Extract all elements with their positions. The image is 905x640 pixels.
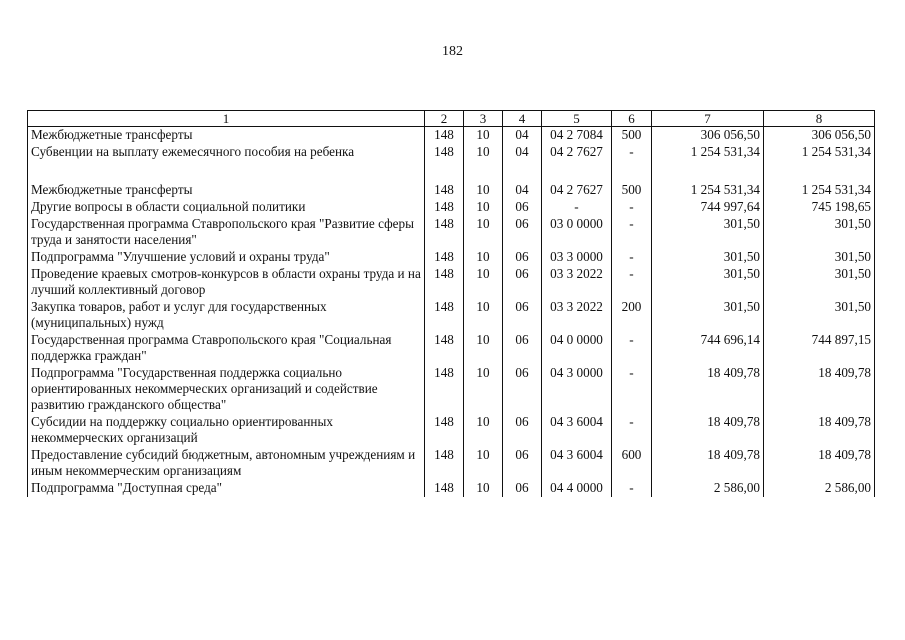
table-row (28, 299, 875, 332)
row-col-3: 10 (464, 299, 503, 332)
row-target-article: 04 2 7084 (542, 127, 612, 145)
row-amount-1: 1 254 531,34 (652, 182, 764, 199)
header-col-5: 5 (542, 111, 612, 127)
row-amount-1: 301,50 (652, 249, 764, 266)
row-amount-2: 306 056,50 (764, 127, 875, 145)
row-col-3: 10 (464, 127, 503, 145)
row-col-3: 10 (464, 199, 503, 216)
row-col-4: 06 (503, 299, 542, 332)
header-row (28, 111, 875, 127)
row-target-article: 04 2 7627 (542, 144, 612, 161)
row-col-2: 148 (425, 216, 464, 249)
row-name: Другие вопросы в области социальной политики (28, 199, 425, 216)
row-col-2: 148 (425, 332, 464, 365)
row-target-article: - (542, 199, 612, 216)
row-col-4: 06 (503, 480, 542, 497)
row-target-article: 03 3 2022 (542, 299, 612, 332)
row-expense-type: - (612, 365, 652, 414)
row-col-2: 148 (425, 199, 464, 216)
header-col-7: 7 (652, 111, 764, 127)
row-amount-1: 301,50 (652, 266, 764, 299)
row-col-4: 06 (503, 199, 542, 216)
row-amount-2: 745 198,65 (764, 199, 875, 216)
row-amount-2: 301,50 (764, 216, 875, 249)
table-row (28, 332, 875, 365)
row-col-2: 148 (425, 127, 464, 145)
spacer-cell (542, 161, 612, 182)
row-col-2: 148 (425, 299, 464, 332)
row-col-3: 10 (464, 414, 503, 447)
row-target-article: 03 0 0000 (542, 216, 612, 249)
header-col-6: 6 (612, 111, 652, 127)
page-number: 182 (442, 44, 463, 59)
row-amount-2: 301,50 (764, 266, 875, 299)
row-amount-1: 2 586,00 (652, 480, 764, 497)
row-amount-2: 18 409,78 (764, 447, 875, 480)
spacer-cell (503, 161, 542, 182)
row-col-2: 148 (425, 414, 464, 447)
row-expense-type: 500 (612, 182, 652, 199)
row-name: Подпрограмма "Доступная среда" (28, 480, 425, 497)
table-row (28, 127, 875, 145)
row-expense-type: - (612, 266, 652, 299)
row-amount-1: 18 409,78 (652, 447, 764, 480)
row-name: Подпрограмма "Государственная поддержка социально ориентированных некоммерческих организаций и содействие развитию гражданского общества" (28, 365, 425, 414)
row-amount-2: 1 254 531,34 (764, 144, 875, 161)
spacer-cell (764, 161, 875, 182)
row-name: Субсидии на поддержку социально ориентированных некоммерческих организаций (28, 414, 425, 447)
row-target-article: 04 4 0000 (542, 480, 612, 497)
row-name: Межбюджетные трансферты (28, 127, 425, 145)
table-row (28, 266, 875, 299)
row-expense-type: - (612, 144, 652, 161)
table-row (28, 447, 875, 480)
row-amount-2: 2 586,00 (764, 480, 875, 497)
row-target-article: 03 3 2022 (542, 266, 612, 299)
row-amount-1: 301,50 (652, 216, 764, 249)
row-name: Государственная программа Ставропольского края "Социальная поддержка граждан" (28, 332, 425, 365)
row-col-4: 06 (503, 365, 542, 414)
row-col-3: 10 (464, 216, 503, 249)
budget-table (27, 110, 875, 497)
table-spacer-row (28, 161, 875, 182)
row-name: Проведение краевых смотров-конкурсов в области охраны труда и на лучший коллективный договор (28, 266, 425, 299)
row-col-4: 06 (503, 447, 542, 480)
row-target-article: 04 3 6004 (542, 447, 612, 480)
row-col-2: 148 (425, 144, 464, 161)
row-amount-2: 18 409,78 (764, 365, 875, 414)
table-row (28, 365, 875, 414)
row-col-2: 148 (425, 182, 464, 199)
table-header (28, 111, 875, 127)
row-target-article: 03 3 0000 (542, 249, 612, 266)
row-col-4: 04 (503, 144, 542, 161)
row-name: Межбюджетные трансферты (28, 182, 425, 199)
header-col-2: 2 (425, 111, 464, 127)
row-col-4: 06 (503, 216, 542, 249)
row-amount-2: 744 897,15 (764, 332, 875, 365)
row-name: Предоставление субсидий бюджетным, автономным учреждениям и иным некоммерческим организациям (28, 447, 425, 480)
row-col-4: 04 (503, 127, 542, 145)
row-name: Подпрограмма "Улучшение условий и охраны труда" (28, 249, 425, 266)
row-col-3: 10 (464, 447, 503, 480)
row-col-4: 06 (503, 249, 542, 266)
spacer-cell (612, 161, 652, 182)
row-expense-type: - (612, 480, 652, 497)
row-col-3: 10 (464, 249, 503, 266)
row-col-4: 06 (503, 266, 542, 299)
row-amount-1: 1 254 531,34 (652, 144, 764, 161)
row-col-2: 148 (425, 447, 464, 480)
row-col-4: 06 (503, 414, 542, 447)
row-expense-type: - (612, 414, 652, 447)
header-col-1: 1 (28, 111, 425, 127)
row-expense-type: - (612, 332, 652, 365)
row-col-3: 10 (464, 480, 503, 497)
row-target-article: 04 3 0000 (542, 365, 612, 414)
row-amount-1: 18 409,78 (652, 365, 764, 414)
row-amount-2: 301,50 (764, 299, 875, 332)
row-name: Субвенции на выплату ежемесячного пособия на ребенка (28, 144, 425, 161)
row-expense-type: - (612, 216, 652, 249)
row-amount-1: 744 696,14 (652, 332, 764, 365)
row-expense-type: 200 (612, 299, 652, 332)
row-col-3: 10 (464, 182, 503, 199)
row-amount-2: 301,50 (764, 249, 875, 266)
row-amount-2: 1 254 531,34 (764, 182, 875, 199)
row-col-3: 10 (464, 332, 503, 365)
row-target-article: 04 2 7627 (542, 182, 612, 199)
row-amount-1: 744 997,64 (652, 199, 764, 216)
table-row (28, 144, 875, 161)
table-body (28, 127, 875, 498)
row-expense-type: - (612, 249, 652, 266)
row-col-2: 148 (425, 249, 464, 266)
row-col-2: 148 (425, 480, 464, 497)
spacer-cell (425, 161, 464, 182)
header-col-4: 4 (503, 111, 542, 127)
header-col-3: 3 (464, 111, 503, 127)
spacer-cell (464, 161, 503, 182)
row-amount-1: 301,50 (652, 299, 764, 332)
table-row (28, 249, 875, 266)
row-amount-2: 18 409,78 (764, 414, 875, 447)
row-target-article: 04 0 0000 (542, 332, 612, 365)
row-amount-1: 306 056,50 (652, 127, 764, 145)
row-name: Закупка товаров, работ и услуг для государственных (муниципальных) нужд (28, 299, 425, 332)
row-col-2: 148 (425, 365, 464, 414)
row-expense-type: 600 (612, 447, 652, 480)
row-col-4: 06 (503, 332, 542, 365)
table-row (28, 480, 875, 497)
row-col-3: 10 (464, 144, 503, 161)
row-target-article: 04 3 6004 (542, 414, 612, 447)
row-name: Государственная программа Ставропольского края "Развитие сферы труда и занятости населения" (28, 216, 425, 249)
header-col-8: 8 (764, 111, 875, 127)
row-amount-1: 18 409,78 (652, 414, 764, 447)
table-row (28, 216, 875, 249)
row-expense-type: 500 (612, 127, 652, 145)
spacer-cell (652, 161, 764, 182)
table-row (28, 199, 875, 216)
row-col-4: 04 (503, 182, 542, 199)
table-row (28, 182, 875, 199)
row-col-3: 10 (464, 266, 503, 299)
table-row (28, 414, 875, 447)
row-col-3: 10 (464, 365, 503, 414)
row-expense-type: - (612, 199, 652, 216)
row-col-2: 148 (425, 266, 464, 299)
spacer-cell (28, 161, 425, 182)
